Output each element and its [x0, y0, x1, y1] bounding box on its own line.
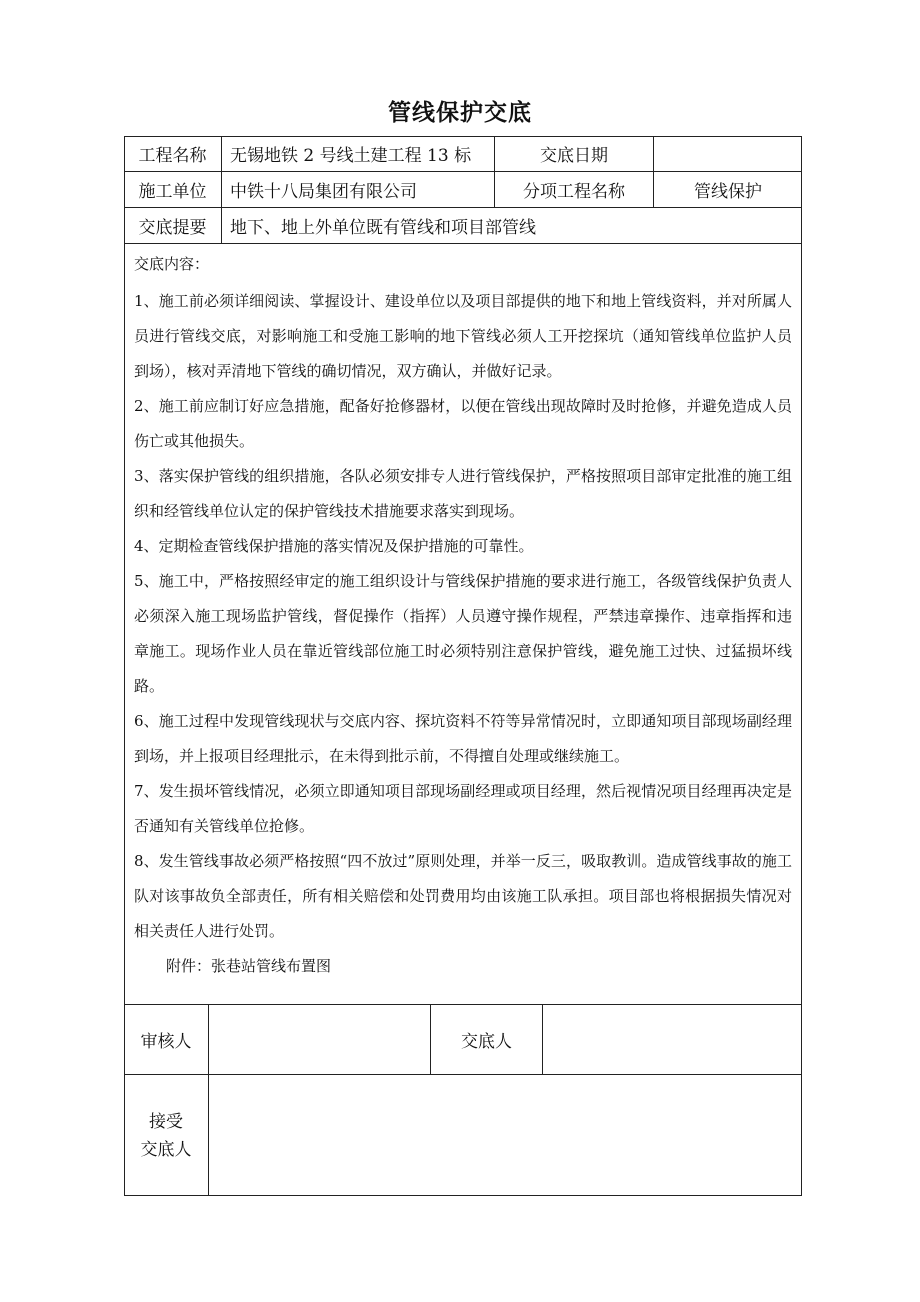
reviewer-signature-field[interactable]	[209, 1005, 430, 1074]
content-item-6: 6、施工过程中发现管线现状与交底内容、探坑资料不符等异常情况时，立即通知项目部现场副经理到场，并上报项目经理批示，在未得到批示前，不得擅自处理或继续施工。	[134, 712, 792, 765]
content-item-2: 2、施工前应制订好应急措施，配备好抢修器材，以便在管线出现故障时及时抢修，并避免造成人员伤亡或其他损失。	[134, 397, 792, 450]
contractor-value: 中铁十八局集团有限公司	[230, 182, 417, 202]
project-name-value: 无锡地铁 2 号线土建工程 13 标	[230, 146, 472, 166]
reviewer-label: 审核人	[140, 1032, 192, 1052]
document-title: 管线保护交底	[388, 100, 532, 126]
sub-project-value: 管线保护	[694, 182, 762, 202]
attachment-note: 附件：张巷站管线布置图	[166, 957, 332, 975]
receiver-label-line1: 接受	[149, 1111, 183, 1132]
content-item-8: 8、发生管线事故必须严格按照“四不放过”原则处理，并举一反三，吸取教训。造成管线事故的施工队对该事故负全部责任，所有相关赔偿和处罚费用均由该施工队承担。项目部也将根据损失情况对相关责任人进行处罚。	[134, 852, 792, 940]
receiver-signature-field[interactable]	[209, 1075, 802, 1196]
date-value[interactable]	[654, 136, 802, 171]
content-item-7: 7、发生损坏管线情况，必须立即通知项目部现场副经理或项目经理，然后视情况项目经理再决定是否通知有关管线单位抢修。	[134, 782, 792, 835]
content-item-4: 4、定期检查管线保护措施的落实情况及保护措施的可靠性。	[134, 537, 534, 555]
content-item-5: 5、施工中，严格按照经审定的施工组织设计与管线保护措施的要求进行施工，各级管线保护负责人必须深入施工现场监护管线，督促操作（指挥）人员遵守操作规程，严禁违章操作、违章指挥和违章施工。现场作业人员在靠近管线部位施工时必须特别注意保护管线，避免施工过快、过猛损坏线路。	[134, 572, 792, 695]
sub-project-label: 分项工程名称	[523, 182, 625, 202]
disclosure-content	[124, 244, 802, 1004]
summary-value: 地下、地上外单位既有管线和项目部管线	[230, 218, 536, 238]
receiver-label	[124, 1075, 208, 1196]
presenter-label: 交底人	[461, 1032, 512, 1052]
presenter-signature-field[interactable]	[543, 1005, 802, 1074]
date-label: 交底日期	[540, 146, 608, 166]
contractor-label: 施工单位	[138, 182, 207, 202]
summary-label: 交底提要	[138, 218, 207, 238]
content-item-1: 1、施工前必须详细阅读、掌握设计、建设单位以及项目部提供的地下和地上管线资料，并对所属人员进行管线交底，对影响施工和受施工影响的地下管线必须人工开挖探坑（通知管线单位监护人员到场），核对弄清地下管线的确切情况，双方确认，并做好记录。	[134, 292, 792, 380]
content-item-3: 3、落实保护管线的组织措施，各队必须安排专人进行管线保护，严格按照项目部审定批准的施工组织和经管线单位认定的保护管线技术措施要求落实到现场。	[134, 467, 792, 520]
project-name-label: 工程名称	[138, 146, 207, 166]
receiver-label-line2: 交底人	[140, 1139, 192, 1160]
content-heading: 交底内容：	[134, 255, 210, 273]
